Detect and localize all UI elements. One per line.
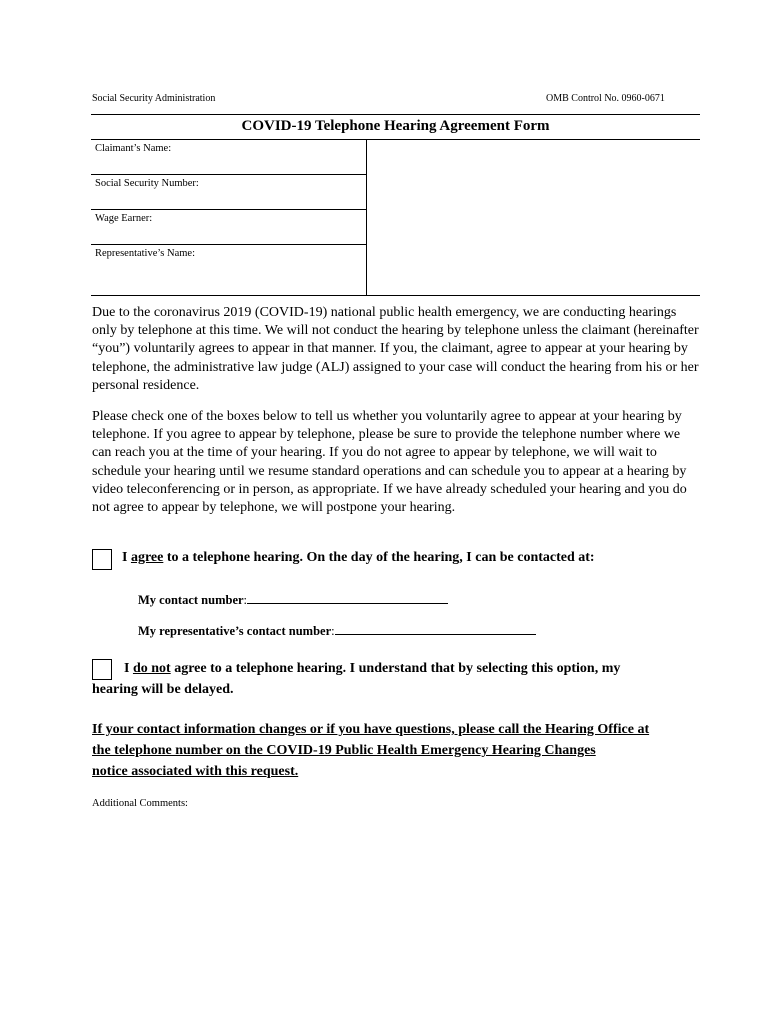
disagree-option-text-line2: hearing will be delayed. bbox=[92, 682, 234, 697]
agree-emphasis: agree bbox=[130, 550, 164, 565]
notice-line-2: the telephone number on the COVID-19 Public Health Emergency Hearing Changes bbox=[92, 743, 596, 758]
fields-vertical-divider bbox=[366, 139, 367, 296]
fields-bottom-rule bbox=[91, 295, 700, 296]
agency-name: Social Security Administration bbox=[92, 93, 216, 104]
form-title: COVID-19 Telephone Hearing Agreement Form bbox=[241, 118, 550, 134]
field-divider bbox=[91, 244, 366, 245]
instructions-paragraph: Please check one of the boxes below to tell us whether you voluntarily agree to appear at your hearing by telephone. If you agree to appear by telephone, please be sure to provide the telephone number where we can reach you at the time of your hearing. If you do not agree to appear by telephone, we will wait to schedule your hearing until we resume standard operations and can schedule you to appear at a hearing by video teleconferencing or in person, as appropriate. If we have already scheduled your hearing and you do not agree to appear by telephone, we will postpone your hearing. bbox=[92, 409, 687, 516]
disagree-emphasis: do not bbox=[132, 661, 171, 676]
notice-line-3: notice associated with this request. bbox=[92, 764, 299, 779]
agree-checkbox[interactable] bbox=[92, 549, 112, 570]
my-contact-number-line[interactable] bbox=[247, 591, 448, 604]
title-rule bbox=[91, 139, 700, 140]
claimant-name-label: Claimant’s Name: bbox=[95, 143, 172, 154]
field-divider bbox=[91, 209, 366, 210]
my-contact-number-field[interactable]: My contact number: bbox=[138, 591, 448, 608]
omb-control-number: OMB Control No. 0960-0671 bbox=[546, 93, 665, 104]
wage-earner-label: Wage Earner: bbox=[95, 213, 153, 224]
intro-paragraph: Due to the coronavirus 2019 (COVID-19) national public health emergency, we are conducting hearings only by telephone at this time. We will not conduct the hearing by telephone unless the claimant (hereinafter “you”) voluntarily agrees to appear in that manner. If you, the claimant, agree to appear at your hearing by telephone, the administrative law judge (ALJ) assigned to your case will conduct the hearing from his or her personal residence. bbox=[92, 305, 699, 393]
field-divider bbox=[91, 174, 366, 175]
ssn-label: Social Security Number: bbox=[95, 178, 199, 189]
agree-option-text: I agree to a telephone hearing. On the day of the hearing, I can be contacted at: bbox=[122, 550, 595, 565]
rep-contact-number-field[interactable]: My representative’s contact number: bbox=[138, 622, 536, 639]
rep-contact-number-line[interactable] bbox=[335, 622, 536, 635]
additional-comments-label: Additional Comments: bbox=[92, 798, 188, 809]
notice-line-1: If your contact information changes or if you have questions, please call the Hearing Office at bbox=[92, 722, 650, 737]
representative-name-label: Representative’s Name: bbox=[95, 248, 196, 259]
disagree-checkbox[interactable] bbox=[92, 659, 112, 680]
top-rule bbox=[91, 114, 700, 115]
disagree-option-text: I do not agree to a telephone hearing. I understand that by selecting this option, my bbox=[124, 661, 621, 676]
